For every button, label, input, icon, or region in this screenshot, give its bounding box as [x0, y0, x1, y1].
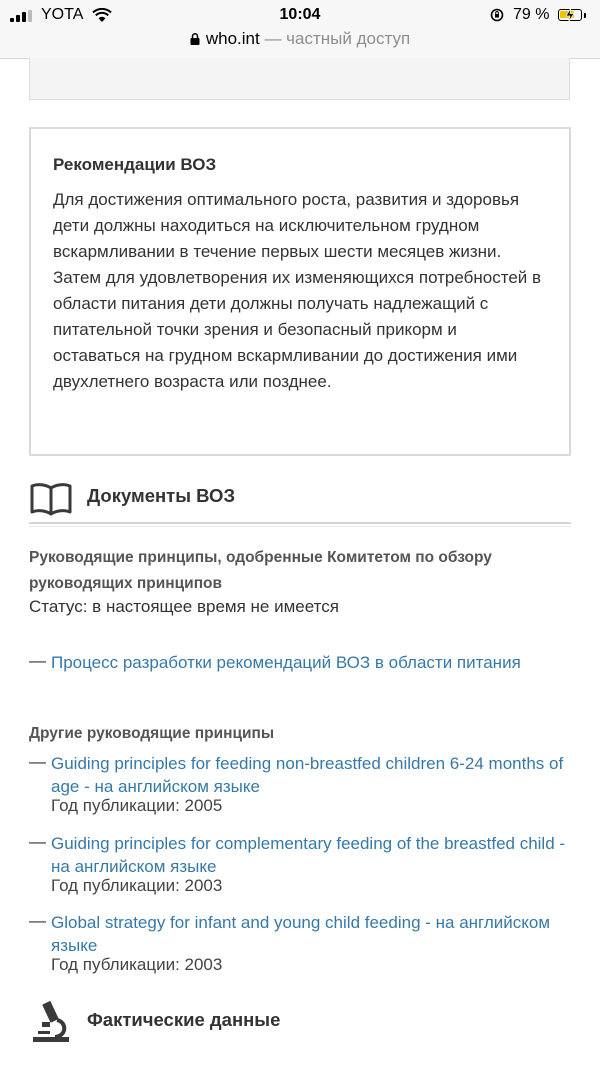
recommendation-box: [29, 127, 571, 456]
battery-nub: [584, 13, 586, 18]
open-book-icon: [29, 481, 73, 517]
list-dash: —: [29, 651, 46, 670]
carrier-name: YOTA: [41, 6, 84, 23]
url-domain: who.int: [205, 29, 260, 48]
rotation-lock-icon: [490, 8, 504, 22]
documents-title: Документы ВОЗ: [87, 485, 236, 506]
process-link[interactable]: Процесс разработки рекомендаций ВОЗ в области питания: [51, 653, 521, 672]
status-bar: [0, 0, 600, 59]
publication-year: Год публикации: 2003: [51, 955, 223, 974]
charging-bolt-icon: [565, 8, 575, 22]
battery-percent: 79 %: [513, 6, 550, 23]
publication-year: Год публикации: 2003: [51, 876, 223, 895]
address-bar[interactable]: [0, 29, 600, 51]
document-link[interactable]: Guiding principles for feeding non-breastfed children 6-24 months of age - на английском языке: [51, 754, 564, 796]
other-guidelines-heading: Другие руководящие принципы: [29, 725, 275, 742]
list-dash: —: [29, 832, 46, 851]
microscope-icon: [29, 1000, 73, 1044]
clock: 10:04: [279, 6, 321, 23]
lock-icon: [190, 33, 200, 45]
recommendation-text: Для достижения оптимального роста, развития и здоровья дети должны находиться на исключительном грудном вскармливании в течение первых шести месяцев жизни. Затем для удовлетворения их изменяющихся потребностей в области питания дети должны получать надлежащий с питательной точки зрения и безопасный прикорм и оставаться на грудном вскармливании до достижения ими двухлетнего возраста или позднее.: [53, 190, 542, 391]
list-dash: —: [29, 911, 46, 930]
list-dash: —: [29, 752, 46, 771]
guidelines-status: Статус: в настоящее время не имеется: [29, 597, 339, 616]
previous-content-box: [29, 58, 570, 100]
publication-year: Год публикации: 2005: [51, 796, 223, 815]
evidence-title: Фактические данные: [87, 1009, 281, 1030]
evidence-section-header: [29, 1000, 571, 1050]
document-link[interactable]: Global strategy for infant and young child feeding - на английском языке: [51, 913, 551, 955]
recommendation-title: Рекомендации ВОЗ: [53, 155, 217, 174]
url-private-label: — частный доступ: [259, 29, 411, 48]
documents-divider: [29, 522, 571, 524]
guidelines-heading: Руководящие принципы, одобренные Комитетом по обзору руководящих принципов: [29, 549, 492, 592]
document-link[interactable]: Guiding principles for complementary feeding of the breastfed child - на английском языке: [51, 834, 566, 876]
